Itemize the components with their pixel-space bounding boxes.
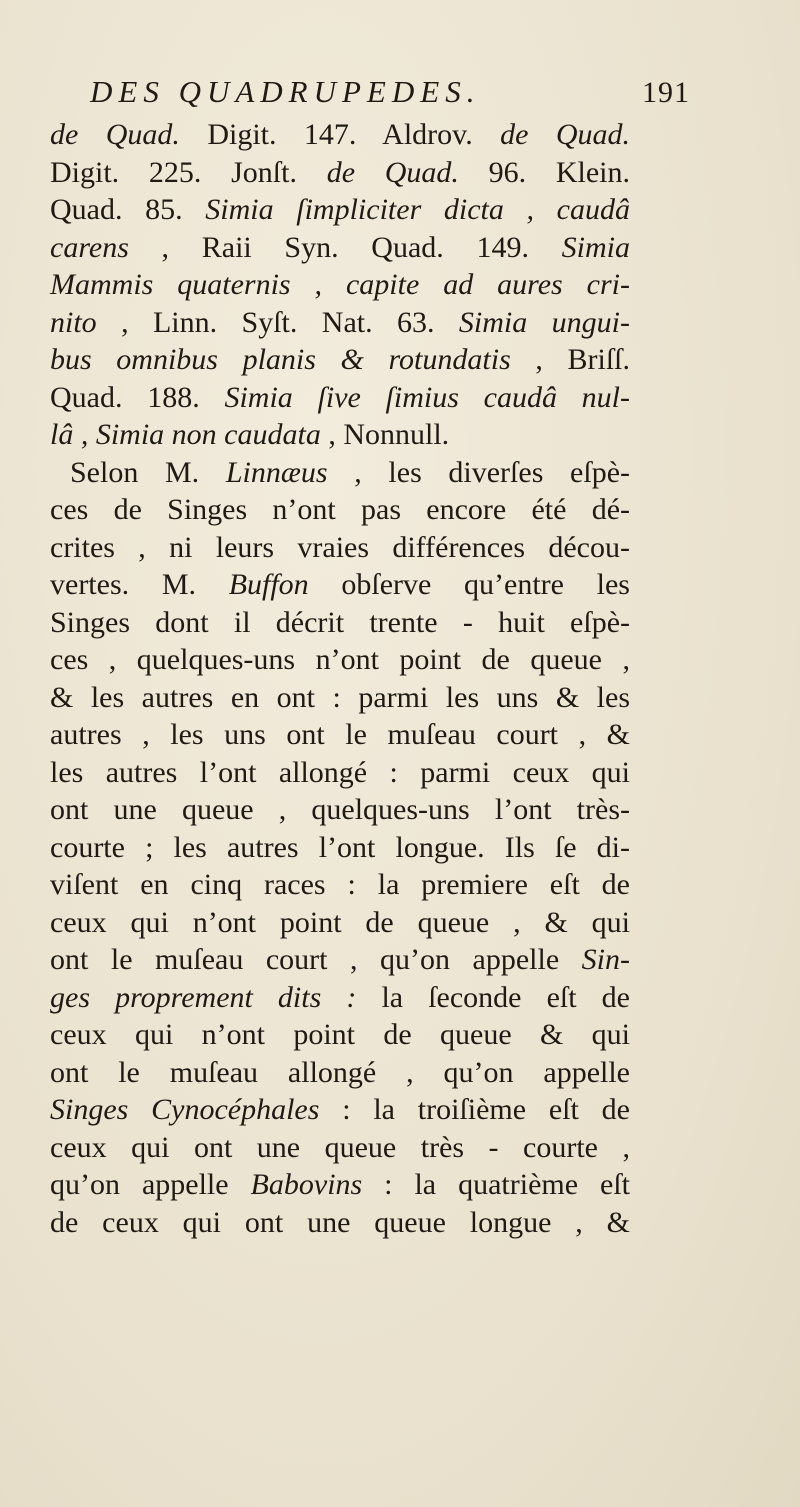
text-segment: les autres l’ont allongé : parmi ceux qui [50, 755, 630, 789]
text-segment: Singes dont il décrit trente - huit eſpè- [50, 605, 630, 639]
text-segment: Quad. 85. [50, 193, 206, 226]
text-segment: qu’on appelle [50, 1168, 251, 1201]
text-line [50, 904, 630, 942]
text-segment: Digit. 147. Aldrov. [179, 118, 501, 151]
page-number: 191 [642, 76, 690, 109]
text-line [50, 866, 630, 904]
text-segment: , Briſſ. [510, 343, 630, 376]
italic-segment: Babovins [250, 1168, 363, 1201]
text-segment: Digit. 225. Jonſt. [50, 155, 327, 189]
italic-segment: Singes Cynocéphales [50, 1093, 320, 1126]
text-line [50, 454, 630, 492]
text-segment: ces , quelques-uns n’ont point de queue , [50, 643, 630, 676]
text-segment: , Raii Syn. Quad. 149. [128, 230, 562, 264]
text-line [50, 491, 630, 529]
italic-segment: Simia [561, 230, 630, 264]
italic-segment: nito [50, 305, 97, 339]
text-line [50, 791, 630, 829]
running-header [90, 74, 690, 118]
text-segment: , Linn. Syſt. Nat. 63. [96, 305, 459, 339]
italic-segment: de Quad. [50, 118, 180, 151]
text-line [50, 1204, 630, 1242]
text-segment: : la troiſième eſt de [319, 1093, 630, 1126]
text-line [50, 1091, 630, 1129]
text-segment: ceux qui n’ont point de queue , & qui [50, 905, 630, 939]
italic-segment: de Quad. [500, 118, 631, 151]
text-line [50, 191, 630, 229]
italic-segment: Simia ſimpliciter dicta , caudâ [205, 193, 630, 226]
italic-segment: Linnæus [225, 455, 328, 489]
text-line [50, 304, 630, 342]
text-segment: ont le muſeau allongé , qu’on appelle [50, 1055, 630, 1089]
text-segment: la ſeconde eſt de [356, 980, 630, 1014]
italic-segment: Mammis quaternis , capite ad aures cri- [50, 268, 630, 301]
text-segment: Quad. 188. [50, 380, 225, 414]
running-title: DES QUADRUPEDES. [90, 74, 481, 109]
text-line [50, 1016, 630, 1054]
text-segment: viſent en cinq races : la premiere eſt de [50, 868, 630, 901]
text-segment: courte ; les autres l’ont longue. Ils ſe di- [50, 830, 630, 864]
text-line [50, 1129, 630, 1167]
italic-segment: carens [50, 230, 129, 264]
text-line [50, 416, 630, 454]
text-segment: ceux qui ont une queue très - courte , [50, 1130, 630, 1164]
text-segment: 96. Klein. [458, 155, 631, 189]
text-segment: vertes. M. [50, 568, 229, 601]
text-line [50, 266, 630, 304]
text-segment: & les autres en ont : parmi les uns & les [50, 680, 630, 714]
text-segment: ont une queue , quelques-uns l’ont très- [50, 793, 630, 826]
italic-segment: Sin- [581, 943, 630, 976]
text-segment: autres , les uns ont le muſeau court , & [50, 718, 630, 751]
italic-segment: ges proprement dits : [50, 980, 357, 1014]
text-line [50, 604, 630, 642]
text-segment: Selon M. [70, 455, 226, 489]
text-line [50, 754, 630, 792]
text-line [50, 566, 630, 604]
italic-segment: de Quad. [326, 155, 459, 189]
text-line [50, 1166, 630, 1204]
italic-segment: Simia ungui- [458, 305, 630, 339]
text-line [50, 679, 630, 717]
text-segment: : la quatrième eſt [362, 1168, 630, 1201]
text-segment: ces de Singes n’ont pas encore été dé- [50, 493, 630, 526]
text-segment: de ceux qui ont une queue longue , & [50, 1205, 630, 1239]
italic-segment: lâ , Simia non caudata [50, 418, 321, 451]
text-segment: crites , ni leurs vraies différences décou- [50, 530, 630, 564]
italic-segment: Simia ſive ſimius caudâ nul- [224, 380, 631, 414]
italic-segment: Buffon [228, 568, 309, 601]
text-line [50, 529, 630, 567]
text-line [50, 716, 630, 754]
text-line [50, 116, 630, 154]
text-line [50, 829, 630, 867]
text-line [50, 641, 630, 679]
text-line [50, 379, 630, 417]
italic-segment: bus omnibus planis & rotundatis [50, 343, 511, 376]
text-line [50, 229, 630, 267]
text-segment: ont le muſeau court , qu’on appelle [50, 943, 582, 976]
text-segment: , Nonnull. [320, 418, 450, 451]
text-line [50, 941, 630, 979]
text-line [50, 1054, 630, 1092]
body-text [50, 116, 630, 1241]
text-line [50, 979, 630, 1017]
text-segment: , les diverſes eſpè- [327, 455, 631, 489]
text-segment: ceux qui n’ont point de queue & qui [50, 1018, 630, 1051]
text-segment: obſerve qu’entre les [308, 568, 630, 601]
text-line [50, 341, 630, 379]
text-line [50, 154, 630, 192]
